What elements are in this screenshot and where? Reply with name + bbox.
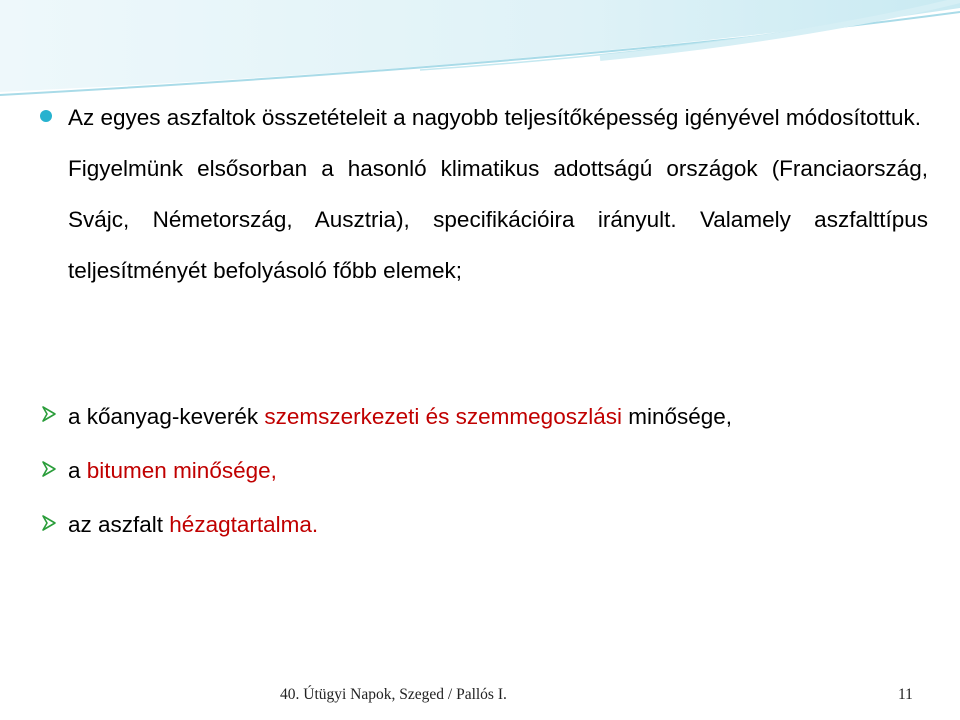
arrow-right-icon — [40, 405, 58, 423]
page-number: 11 — [898, 686, 913, 703]
arrow-right-icon — [40, 460, 58, 478]
list-item: a kőanyag-keverék szemszerkezeti és szemmegoszlási minősége, — [68, 404, 733, 429]
focus-paragraph: Figyelmünk elsősorban a hasonló klimatikus adottságú országok (Franciaország, Svájc, Németország, Ausztria), specifikációira irányult. Valamely aszfalttípus teljesítményét befolyásoló főbb elemek; — [68, 156, 928, 283]
text-block — [68, 92, 928, 296]
round-bullet-icon — [40, 110, 52, 122]
list-item: az aszfalt hézagtartalma. — [68, 512, 319, 537]
intro-paragraph: Az egyes aszfaltok összetételeit a nagyobb teljesítőképesség igényével módosítottuk. — [68, 105, 922, 130]
footer-title: 40. Útügyi Napok, Szeged / Pallós I. — [280, 686, 507, 703]
list-item: a bitumen minősége, — [68, 458, 277, 483]
arrow-right-icon — [40, 514, 58, 532]
